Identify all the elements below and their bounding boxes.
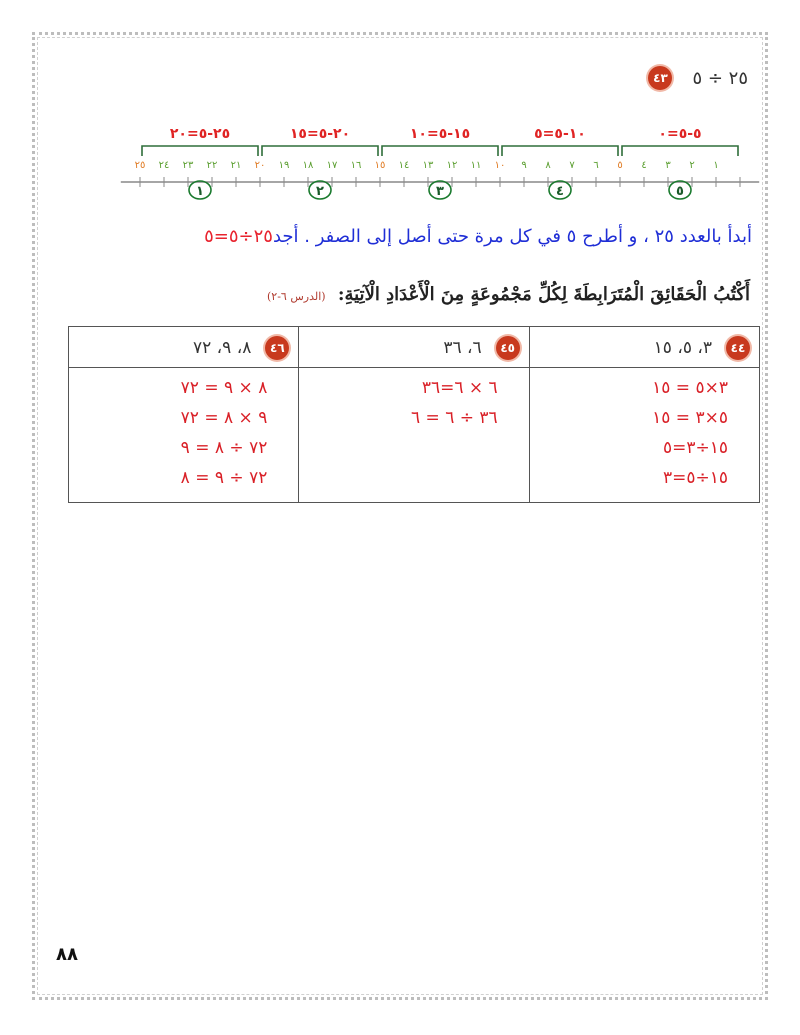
tick-label: ١٠: [494, 160, 506, 171]
tick-label: ٣: [665, 160, 671, 171]
fact-line: ٧٢ ÷ ٩ = ٨: [180, 468, 268, 488]
table-header-cell: [299, 327, 529, 368]
fact-line: ٣×٥ = ١٥: [652, 378, 728, 398]
step-number: ١: [196, 184, 204, 199]
fact-line: ٥×٣ = ١٥: [652, 408, 728, 428]
explanation: [204, 226, 752, 247]
fact-line: ١٥÷٣=٥: [662, 438, 728, 458]
fact-line: ٨ × ٩ = ٧٢: [180, 378, 268, 398]
table-cell: [529, 368, 759, 503]
tick-label: ٢٢: [206, 160, 218, 171]
tick-label: ١٩: [278, 160, 290, 171]
fact-line: ٣٦ ÷ ٦ = ٦: [411, 408, 498, 428]
step-number: ٢: [316, 184, 324, 199]
segment-label: ٥-٥=٠: [658, 126, 702, 142]
tick-label: ٢٥: [134, 160, 146, 171]
fact-line: ٦ × ٦=٣٦: [421, 378, 498, 398]
step-number: ٣: [436, 184, 444, 199]
tick-label: ١٦: [350, 160, 362, 171]
table-header-cell: [69, 327, 299, 368]
instruction: [267, 284, 750, 305]
tick-label: ٧: [569, 160, 575, 171]
segment-brace: [382, 146, 498, 156]
fact-line: ١٥÷٥=٣: [662, 468, 728, 488]
fact-line: ٧٢ ÷ ٨ = ٩: [180, 438, 268, 458]
problem-expression: ٢٥ ÷ ٥: [692, 67, 748, 89]
fact-line: ٩ × ٨ = ٧٢: [180, 408, 268, 428]
explanation-text: أبدأ بالعدد ٢٥ ، و أطرح ٥ في كل مرة حتى أصل إلى الصفر . أجد: [272, 226, 752, 247]
tick-label: ١: [713, 160, 719, 171]
segment-brace: [622, 146, 738, 156]
table-cell: [299, 368, 529, 503]
tick-label: ١١: [470, 160, 482, 171]
page-number: ٨٨: [56, 944, 78, 965]
tick-label: ٢١: [230, 160, 242, 171]
tick-label: ١٣: [422, 160, 434, 171]
tick-label: ١٨: [302, 160, 314, 171]
tick-label: ٢٠: [254, 160, 266, 171]
tick-label: ١٤: [398, 160, 410, 171]
number-set: ٨، ٩، ٧٢: [193, 338, 252, 358]
step-number: ٤: [556, 184, 564, 199]
tick-label: ٩: [521, 160, 527, 171]
number-set: ٦، ٣٦: [443, 338, 482, 358]
segment-label: ١٥-٥=١٠: [409, 126, 471, 142]
tick-label: ٢٤: [158, 160, 170, 171]
tick-label: ٥: [617, 160, 623, 171]
segment-brace: [502, 146, 618, 156]
tick-label: ١٧: [326, 160, 338, 171]
number-set: ٣، ٥، ١٥: [653, 338, 712, 358]
problem-number-badge: ٤٦: [265, 336, 289, 360]
number-line: [134, 110, 765, 205]
segment-label: ٢٥-٥=٢٠: [169, 126, 231, 142]
segment-label: ٢٠-٥=١٥: [289, 126, 351, 142]
tick-label: ٢٣: [182, 160, 194, 171]
segment-label: ١٠-٥=٥: [534, 126, 586, 142]
segment-brace: [142, 146, 258, 156]
lesson-reference: (الدرس ٦-٢): [266, 290, 326, 303]
table-row: [69, 368, 760, 503]
tick-label: ٢: [689, 160, 695, 171]
instruction-text: أَكْتُبُ الْحَقَائِقَ الْمُتَرَابِطَةَ لِكُلِّ مَجْمُوعَةٍ مِنَ الْأَعْدَادِ الْآتِيَةِ:: [337, 284, 750, 305]
table-header-row: [69, 327, 760, 368]
tick-label: ١٢: [446, 160, 458, 171]
tick-label: ١٥: [374, 160, 386, 171]
table-header-cell: [529, 327, 759, 368]
table-cell: [69, 368, 299, 503]
tick-label: ٤: [641, 160, 647, 171]
problem-number-badge: ٤٥: [496, 336, 520, 360]
problem-43-header: [648, 66, 748, 90]
segment-brace: [262, 146, 378, 156]
tick-label: ٨: [545, 160, 551, 171]
problem-number-badge: ٤٣: [648, 66, 672, 90]
explanation-answer: ٢٥÷٥=٥: [204, 226, 273, 247]
tick-label: ٦: [593, 160, 599, 171]
problem-number-badge: ٤٤: [726, 336, 750, 360]
step-number: ٥: [676, 184, 684, 199]
related-facts-table: [68, 326, 760, 503]
